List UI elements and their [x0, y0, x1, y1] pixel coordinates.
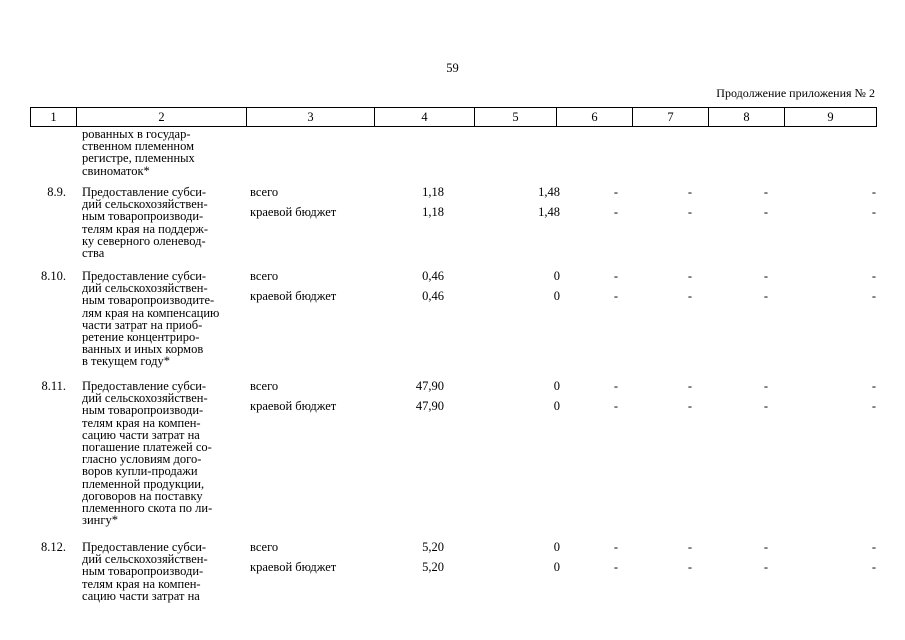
value-col-8: -	[763, 540, 768, 554]
value-col-4: 47,90	[415, 399, 444, 413]
value-col-6: -	[613, 205, 618, 219]
value-col-8: -	[763, 379, 768, 393]
sub-row-label: краевой бюджет	[250, 399, 337, 413]
value-col-7: -	[687, 205, 692, 219]
column-header: 7	[633, 108, 709, 127]
value-col-9: -	[871, 560, 876, 574]
value-col-8: -	[763, 205, 768, 219]
value-col-5: 0	[553, 560, 560, 574]
value-col-4: 5,20	[422, 540, 444, 554]
sub-row-label: краевой бюджет	[250, 560, 337, 574]
row-description: Предоставление субси- дий сельскохозяйствен- ным товаропроизводи- телям края на компен- сацию части затрат на погашение платежей со- гласно условиям дого- воров купли-продажи племенной продукции, договоров на поставку племенного скота по ли- зингу*	[82, 379, 213, 528]
value-col-5: 0	[553, 289, 560, 303]
sub-row-label: всего	[250, 379, 279, 393]
row-description: Предоставление субси- дий сельскохозяйствен- ным товаропроизводите- лям края на компенсацию части затрат на приоб- ретение концентриро- ванных и иных кормов в текущем году*	[82, 269, 220, 369]
continuation-label: Продолжение приложения № 2	[716, 86, 875, 100]
value-col-4: 1,18	[422, 185, 444, 199]
row-number: 8.9.	[47, 185, 66, 199]
value-col-8: -	[763, 269, 768, 283]
row-number: 8.10.	[41, 269, 66, 283]
sub-row-label: краевой бюджет	[250, 205, 337, 219]
column-header: 8	[709, 108, 785, 127]
value-col-9: -	[871, 205, 876, 219]
row-description: Предоставление субси- дий сельскохозяйствен- ным товаропроизводи- телям края на поддерж- ку северного оленевод- ства	[82, 185, 209, 261]
row-number: 8.11.	[41, 379, 66, 393]
value-col-7: -	[687, 269, 692, 283]
column-header: 1	[31, 108, 77, 127]
value-col-4: 0,46	[422, 289, 444, 303]
value-col-6: -	[613, 399, 618, 413]
value-col-9: -	[871, 289, 876, 303]
value-col-4: 0,46	[422, 269, 444, 283]
value-col-8: -	[763, 185, 768, 199]
column-header-row	[31, 108, 877, 127]
row-number: 8.12.	[41, 540, 66, 554]
column-header: 3	[247, 108, 375, 127]
value-col-7: -	[687, 289, 692, 303]
column-header: 4	[375, 108, 475, 127]
value-col-6: -	[613, 269, 618, 283]
carryover-description: рованных в государ- ственном племенном регистре, племенных свиноматок*	[82, 127, 195, 178]
value-col-4: 5,20	[422, 560, 444, 574]
sub-row-total	[250, 269, 876, 289]
column-header: 9	[785, 108, 877, 127]
value-col-7: -	[687, 540, 692, 554]
sub-row-total	[250, 379, 876, 399]
sub-row-regional-budget	[250, 289, 876, 309]
value-col-6: -	[613, 185, 618, 199]
row-description: Предоставление субси- дий сельскохозяйствен- ным товаропроизводи- телям края на компен- сацию части затрат на	[82, 540, 208, 603]
value-col-8: -	[763, 289, 768, 303]
sub-row-regional-budget	[250, 399, 876, 419]
sub-row-label: краевой бюджет	[250, 289, 337, 303]
column-header: 6	[557, 108, 633, 127]
value-col-4: 47,90	[415, 379, 444, 393]
value-col-7: -	[687, 185, 692, 199]
value-col-9: -	[871, 540, 876, 554]
value-col-4: 1,18	[422, 205, 444, 219]
value-col-9: -	[871, 379, 876, 393]
value-col-7: -	[687, 560, 692, 574]
value-col-5: 0	[553, 269, 560, 283]
sub-row-label: всего	[250, 540, 279, 554]
value-col-6: -	[613, 379, 618, 393]
value-col-9: -	[871, 269, 876, 283]
value-col-9: -	[871, 185, 876, 199]
column-header: 5	[475, 108, 557, 127]
value-col-6: -	[613, 540, 618, 554]
sub-row-label: всего	[250, 269, 279, 283]
value-col-5: 0	[553, 399, 560, 413]
value-col-9: -	[871, 399, 876, 413]
value-col-6: -	[613, 560, 618, 574]
page-number: 59	[446, 61, 459, 75]
column-header-table	[30, 107, 877, 127]
column-header: 2	[77, 108, 247, 127]
value-col-7: -	[687, 399, 692, 413]
sub-row-regional-budget	[250, 205, 876, 225]
value-col-8: -	[763, 560, 768, 574]
sub-row-regional-budget	[250, 560, 876, 580]
value-col-7: -	[687, 379, 692, 393]
value-col-5: 0	[553, 379, 560, 393]
value-col-6: -	[613, 289, 618, 303]
sub-row-label: всего	[250, 185, 279, 199]
value-col-5: 1,48	[538, 185, 560, 199]
sub-row-total	[250, 540, 876, 560]
value-col-8: -	[763, 399, 768, 413]
sub-row-total	[250, 185, 876, 205]
value-col-5: 1,48	[538, 205, 560, 219]
value-col-5: 0	[553, 540, 560, 554]
